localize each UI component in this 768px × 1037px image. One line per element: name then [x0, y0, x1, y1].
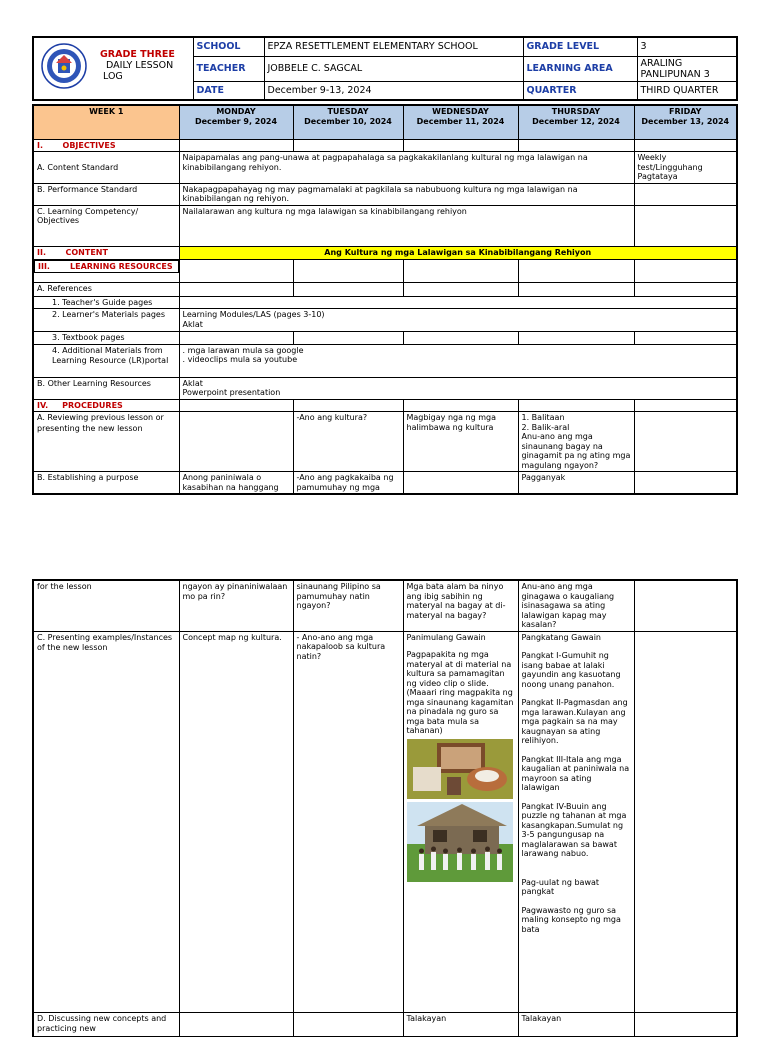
establishing-monday: Anong paniniwala o kasabihan na hanggang [179, 472, 293, 495]
learning-area-label: LEARNING AREA [523, 56, 637, 81]
school-value: EPZA RESETTLEMENT ELEMENTARY SCHOOL [264, 37, 523, 56]
quarter-value: THIRD QUARTER [637, 81, 737, 100]
additional-materials-text: . mga larawan mula sa google . videoclips mula sa youtube [179, 344, 737, 377]
learning-competency-label: C. Learning Competency/ Objectives [33, 205, 179, 246]
day-header-thursday: THURSDAY December 12, 2024 [518, 105, 634, 139]
reviewing-thursday: 1. Balitaan 2. Balik-aral Anu-ano ang mga sinaunang bagay na ginagamit pa ng ating mga magulang ngayon? [518, 412, 634, 472]
teachers-guide-label: 1. Teacher's Guide pages [33, 296, 179, 309]
presenting-examples-label: C. Presenting examples/Instances of the new lesson [33, 631, 179, 1012]
learners-materials-label: 2. Learner's Materials pages [33, 309, 179, 332]
log-label: LOG [103, 71, 123, 82]
learning-area-value: ARALING PANLIPUNAN 3 [637, 56, 737, 81]
procedures-heading: IV. PROCEDURES [33, 399, 179, 412]
friday-weekly-test: Weekly test/Lingguhang Pagtataya [634, 152, 737, 184]
daily-lesson-label: DAILY LESSON [106, 60, 174, 71]
establishing-wednesday-cont: Mga bata alam ba ninyo ang ibig sabihin ng materyal na bagay at di-materyal na bagay? [403, 580, 518, 631]
grade-level-value: 3 [637, 37, 737, 56]
reviewing-wednesday: Magbigay nga ng mga halimbawa ng kultura [403, 412, 518, 472]
day-header-wednesday: WEDNESDAY December 11, 2024 [403, 105, 518, 139]
discussing-new-concepts-label: D. Discussing new concepts and practicing new [33, 1012, 179, 1036]
objectives-heading: I. OBJECTIVES [33, 139, 179, 152]
establishing-tuesday-cont: sinaunang Pilipino sa pamumuhay natin ngayon? [293, 580, 403, 631]
old-items-photo [407, 739, 513, 799]
grade-level-label: GRADE LEVEL [523, 37, 637, 56]
establishing-thursday-cont: Anu-ano ang mga ginagawa o kaugaliang isinasagawa sa ating lalawigan kapag may kasalan? [518, 580, 634, 631]
week-label: WEEK 1 [33, 105, 179, 139]
header-table [32, 36, 738, 101]
content-standard-text: Naipapamalas ang pang-unawa at pagpapahalaga sa pagkakakilanlang kultural ng mga lalawigan na kinabibilangang rehiyon. [179, 152, 634, 184]
performance-standard-text: Nakapagpapahayag ng may pagmamalaki at pagkilala sa nabubuong kultura ng mga lalawigan na kinabibilangan ng rehiyon. [179, 183, 634, 205]
day-header-tuesday: TUESDAY December 10, 2024 [293, 105, 403, 139]
discussing-thursday: Talakayan [518, 1012, 634, 1036]
additional-materials-label: 4. Additional Materials from Learning Resource (LR)portal [33, 344, 179, 377]
discussing-wednesday: Talakayan [403, 1012, 518, 1036]
establishing-monday-cont: ngayon ay pinaniniwalaan mo pa rin? [179, 580, 293, 631]
deped-seal-icon [41, 43, 87, 89]
teacher-value: JOBBELE C. SAGCAL [264, 56, 523, 81]
reviewing-label: A. Reviewing previous lesson or presenting the new lesson [33, 412, 179, 472]
date-value: December 9-13, 2024 [264, 81, 523, 100]
header-brand-cell [33, 37, 193, 100]
references-label: A. References [33, 282, 179, 296]
presenting-monday: Concept map ng kultura. [179, 631, 293, 1012]
presenting-wednesday: Panimulang Gawain Pagpapakita ng mga materyal at di material na kultura sa pamamagitan ng video clip o slide. (Maaari ring magpakita ng mga sinaunang kagamitan na pinadala ng guro sa mga bata mula sa tahanan) [403, 631, 518, 1012]
establishing-purpose-label-cont: for the lesson [33, 580, 179, 631]
teacher-label: TEACHER [193, 56, 264, 81]
learning-competency-text: Nailalarawan ang kultura ng mga lalawigan sa kinabibilangang rehiyon [179, 205, 634, 246]
grade-three-label: GRADE THREE [100, 49, 175, 60]
lesson-table-page2 [32, 579, 738, 1037]
establishing-purpose-label: B. Establishing a purpose [33, 472, 179, 495]
performance-standard-label: B. Performance Standard [33, 183, 179, 205]
other-resources-text: Aklat Powerpoint presentation [179, 377, 737, 399]
day-header-friday: FRIDAY December 13, 2024 [634, 105, 737, 139]
establishing-thursday: Pagganyak [518, 472, 634, 495]
reviewing-tuesday: -Ano ang kultura? [293, 412, 403, 472]
day-header-monday: MONDAY December 9, 2024 [179, 105, 293, 139]
presenting-tuesday: - Ano-ano ang mga nakapaloob sa kultura natin? [293, 631, 403, 1012]
nipa-hut-photo [407, 802, 513, 882]
content-heading: II. CONTENT [33, 246, 179, 259]
content-standard-label: A. Content Standard [33, 152, 179, 184]
quarter-label: QUARTER [523, 81, 637, 100]
school-label: SCHOOL [193, 37, 264, 56]
learners-materials-text: Learning Modules/LAS (pages 3-10) Aklat [179, 309, 737, 332]
other-resources-label: B. Other Learning Resources [33, 377, 179, 399]
establishing-tuesday: -Ano ang pagkakaiba ng pamumuhay ng mga [293, 472, 403, 495]
learning-resources-heading: III. LEARNING RESOURCES [34, 260, 179, 274]
date-label: DATE [193, 81, 264, 100]
presenting-thursday: Pangkatang Gawain Pangkat I-Gumuhit ng isang babae at lalaki gayundin ang kasuotang noong unang panahon. Pangkat II-Pagmasdan ang mga larawan.Kulayan ang mga pagkain sa na may kaugnayan sa ating relihiyon. Pangkat III-Itala ang mga kaugalian at paniniwala na mayroon sa ating lalawigan Pangkat IV-Buuin ang puzzle ng tahanan at mga kasangkapan.Sumulat ng 3-5 pangungusap na maglalarawan sa bawat larawang nabuo. Pag-uulat ng bawat pangkat Pagwawasto ng guro sa maling konsepto ng mga bata [518, 631, 634, 1012]
content-topic: Ang Kultura ng mga Lalawigan sa Kinabibilangang Rehiyon [179, 246, 737, 259]
textbook-pages-label: 3. Textbook pages [33, 332, 179, 345]
lesson-table-page1 [32, 104, 738, 495]
